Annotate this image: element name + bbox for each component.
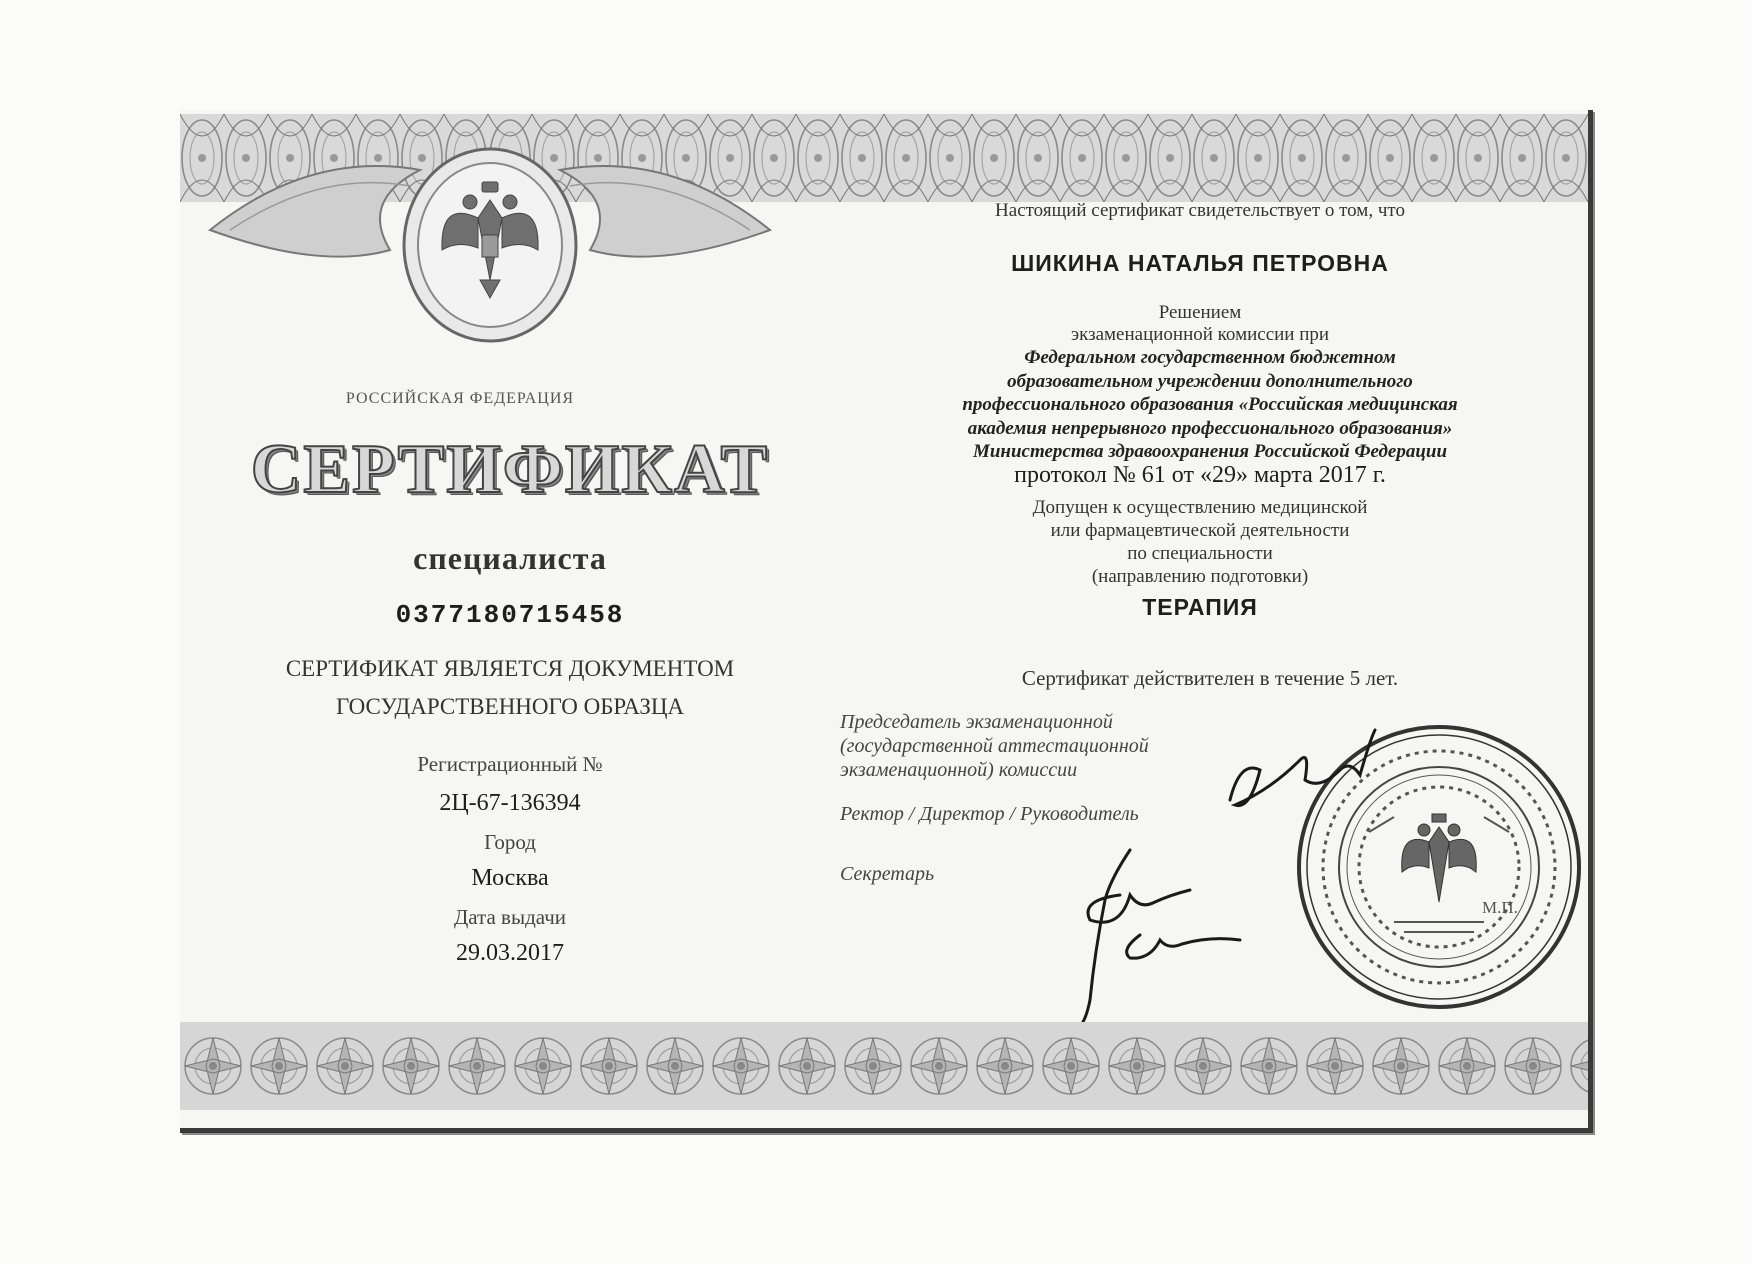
institution-line: Министерства здравоохранения Российской Федерации bbox=[972, 441, 1448, 462]
admission-line: по специальности bbox=[1127, 543, 1273, 564]
state-document-line: СЕРТИФИКАТ ЯВЛЯЕТСЯ ДОКУМЕНТОМ bbox=[285, 656, 735, 681]
validity-text: Сертификат действителен в течение 5 лет. bbox=[1021, 666, 1399, 690]
bottom-ornament-band bbox=[180, 1022, 1588, 1110]
admission-text bbox=[890, 496, 1510, 588]
chair-line: Председатель экзаменационной bbox=[840, 711, 1113, 733]
admission-line: (направлению подготовки) bbox=[1091, 566, 1309, 587]
protocol-line: протокол № 61 от «29» марта 2017 г. bbox=[1014, 462, 1386, 488]
certificate-subtitle: специалиста bbox=[413, 540, 607, 576]
state-document-note bbox=[220, 650, 800, 726]
country-label: РОССИЙСКАЯ ФЕДЕРАЦИЯ bbox=[345, 390, 575, 407]
institution-name bbox=[900, 346, 1520, 464]
chair-line: (государственной аттестационной bbox=[840, 735, 1149, 757]
holder-name: ШИКИНА НАТАЛЬЯ ПЕТРОВНА bbox=[1011, 250, 1389, 276]
institution-line: образовательном учреждении дополнительного bbox=[1007, 370, 1413, 392]
certificate-title: СЕРТИФИКАТ bbox=[250, 431, 770, 508]
city-label: Город bbox=[484, 830, 536, 854]
registration-label: Регистрационный № bbox=[417, 752, 603, 776]
admission-line: Допущен к осуществлению медицинской bbox=[1032, 497, 1368, 518]
emblem-medallion bbox=[190, 130, 790, 360]
certificate-sheet bbox=[180, 110, 1593, 1133]
certificate-number: 0377180715458 bbox=[395, 600, 625, 630]
institution-line: академия непрерывного профессионального образования» bbox=[967, 417, 1453, 439]
commission-chair-label bbox=[840, 710, 1200, 782]
chair-line: экзаменационной) комиссии bbox=[840, 759, 1078, 781]
intro-text: Настоящий сертификат свидетельствует о том, что bbox=[995, 200, 1405, 221]
issue-date-value: 29.03.2017 bbox=[456, 940, 564, 966]
stamp-place-label: М.П. bbox=[1482, 898, 1518, 917]
chair-signature-icon bbox=[1210, 720, 1390, 840]
registration-number: 2Ц-67-136394 bbox=[439, 790, 581, 816]
issue-date-label: Дата выдачи bbox=[453, 905, 567, 929]
decision-line: Решением bbox=[1158, 302, 1242, 323]
admission-line: или фармацевтической деятельности bbox=[1050, 520, 1350, 541]
secretary-signature-icon bbox=[1010, 840, 1270, 1030]
decision-text bbox=[890, 302, 1510, 346]
rector-label: Ректор / Директор / Руководитель bbox=[840, 803, 1139, 825]
city-value: Москва bbox=[471, 865, 549, 891]
institution-line: профессионального образования «Российская медицинская bbox=[962, 394, 1458, 415]
state-document-line: ГОСУДАРСТВЕННОГО ОБРАЗЦА bbox=[335, 694, 685, 719]
secretary-label: Секретарь bbox=[840, 863, 935, 885]
decision-line: экзаменационной комиссии при bbox=[1070, 324, 1330, 345]
institution-line: Федеральном государственном бюджетном bbox=[1024, 347, 1396, 368]
speciality-name: ТЕРАПИЯ bbox=[1142, 594, 1258, 620]
